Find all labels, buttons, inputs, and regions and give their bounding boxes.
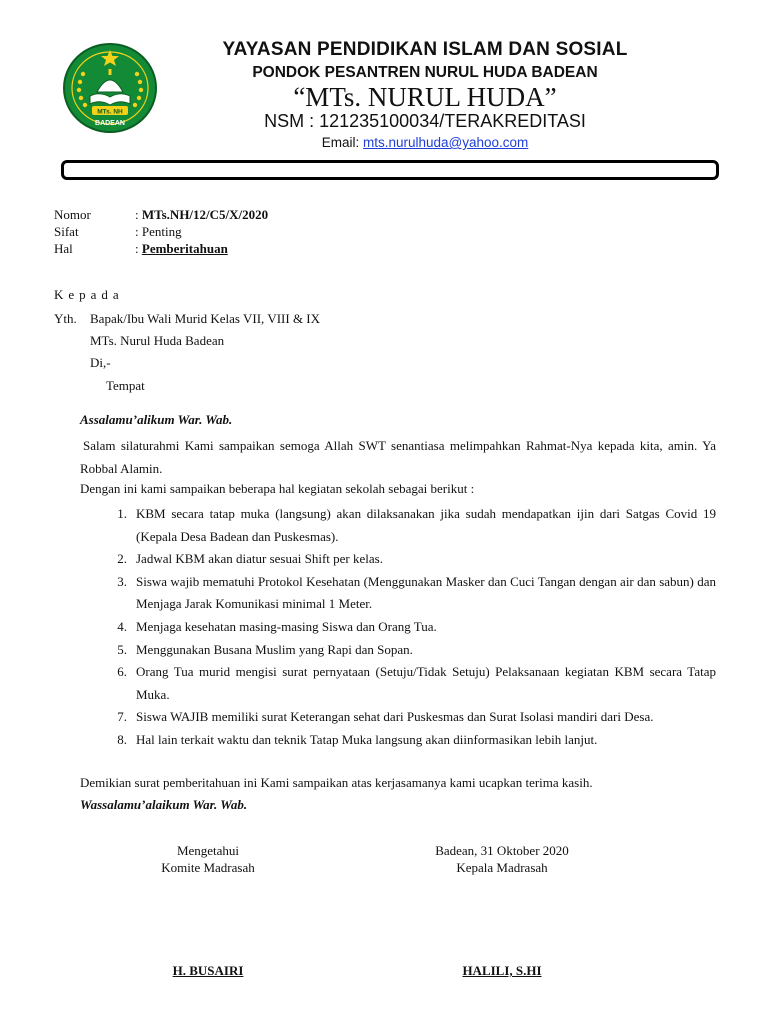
list-item: 3. Siswa wajib mematuhi Protokol Kesehatan (Menggunakan Masker dan Cuci Tangan dengan air dan sabun) dan Menjaga Jarak Komunikasi minimal 1 Meter. bbox=[117, 573, 716, 612]
recipient-tempat: Tempat bbox=[106, 378, 145, 393]
intro-paragraph: Salam silaturahmi Kami sampaikan semoga Allah SWT senantiasa melimpahkan Rahmat-Nya kepada kita, amin. Ya Robbal Alamin. bbox=[80, 438, 716, 476]
signature-left bbox=[108, 842, 308, 876]
list-item: 1. KBM secara tatap muka (langsung) akan dilaksanakan jika sudah mendapatkan ijin dari Satgas Covid 19 (Kepala Desa Badean dan Puskesmas). bbox=[117, 506, 716, 544]
meta-label-nomor: Nomor bbox=[54, 207, 91, 222]
hal-value: Pemberitahuan bbox=[141, 241, 228, 256]
notice-list bbox=[80, 503, 716, 752]
list-item: 5. Menggunakan Busana Muslim yang Rapi dan Sopan. bbox=[117, 641, 413, 657]
meta-label-hal: Hal bbox=[54, 241, 73, 256]
list-item: 4. Menjaga kesehatan masing-masing Siswa dan Orang Tua. bbox=[117, 618, 437, 634]
signatory-right-name: HALILI, S.HI bbox=[462, 963, 542, 978]
nomor-value: MTs.NH/12/C5/X/2020 bbox=[141, 207, 269, 222]
signature-right-line1: Badean, 31 Oktober 2020 bbox=[435, 843, 569, 858]
kepada-label: Kepada bbox=[54, 287, 124, 302]
nsm-line: NSM : 121235100034/TERAKREDITASI bbox=[264, 111, 586, 131]
pesantren-name: PONDOK PESANTREN NURUL HUDA BADEAN bbox=[252, 64, 598, 81]
meta-label-sifat: Sifat bbox=[54, 224, 79, 239]
logo-subtitle-text: BADEAN bbox=[95, 120, 125, 127]
email-line bbox=[170, 135, 680, 150]
recipient-school: MTs. Nurul Huda Badean bbox=[90, 333, 225, 348]
recipient-name: Bapak/Ibu Wali Murid Kelas VII, VIII & IX bbox=[90, 311, 321, 326]
signature-right-line2: Kepala Madrasah bbox=[456, 860, 548, 875]
signature-left-line2: Komite Madrasah bbox=[161, 860, 255, 875]
school-name: “MTs. NURUL HUDA” bbox=[293, 82, 557, 112]
list-item: 2. Jadwal KBM akan diatur sesuai Shift per kelas. bbox=[117, 551, 383, 567]
letterhead-divider bbox=[61, 160, 719, 180]
yth-label: Yth. bbox=[54, 311, 77, 326]
foundation-name: YAYASAN PENDIDIKAN ISLAM DAN SOSIAL bbox=[222, 39, 628, 60]
logo-banner-text: MTs. NH bbox=[97, 108, 123, 116]
closing-sentence: Demikian surat pemberitahuan ini Kami sampaikan atas kerjasamanya kami ucapkan terima kasih. bbox=[80, 775, 593, 790]
email-label: Email: bbox=[321, 135, 360, 150]
lead-sentence: Dengan ini kami sampaikan beberapa hal kegiatan sekolah sebagai berikut : bbox=[80, 481, 475, 496]
sifat-value: Penting bbox=[141, 224, 182, 239]
school-logo-icon bbox=[62, 42, 158, 134]
list-item: 6. Orang Tua murid mengisi surat pernyataan (Setuju/Tidak Setuju) Pelaksanaan kegiatan KBM secara Tatap Muka. bbox=[117, 664, 716, 702]
signature-right bbox=[402, 842, 602, 876]
meta-separator: : bbox=[135, 224, 142, 239]
greeting: Assalamu’alikum War. Wab. bbox=[80, 412, 233, 427]
meta-value-sifat bbox=[135, 224, 182, 240]
meta-value-hal bbox=[135, 241, 228, 257]
meta-separator: : bbox=[135, 241, 142, 256]
list-item: 7. Siswa WAJIB memiliki surat Keterangan sehat dari Puskesmas dan Surat Isolasi mandiri dari Desa. bbox=[117, 709, 654, 725]
farewell: Wassalamu’alaikum War. Wab. bbox=[80, 797, 248, 812]
signature-left-line1: Mengetahui bbox=[176, 843, 240, 858]
list-item: 8. Hal lain terkait waktu dan teknik Tatap Muka langsung akan diinformasikan lebih lanjut. bbox=[117, 731, 598, 747]
meta-separator: : bbox=[135, 207, 142, 222]
recipient-di: Di,- bbox=[90, 355, 111, 370]
email-link[interactable]: mts.nurulhuda@yahoo.com bbox=[362, 135, 529, 150]
meta-value-nomor bbox=[135, 207, 268, 223]
signatory-left-name: H. BUSAIRI bbox=[172, 963, 244, 978]
